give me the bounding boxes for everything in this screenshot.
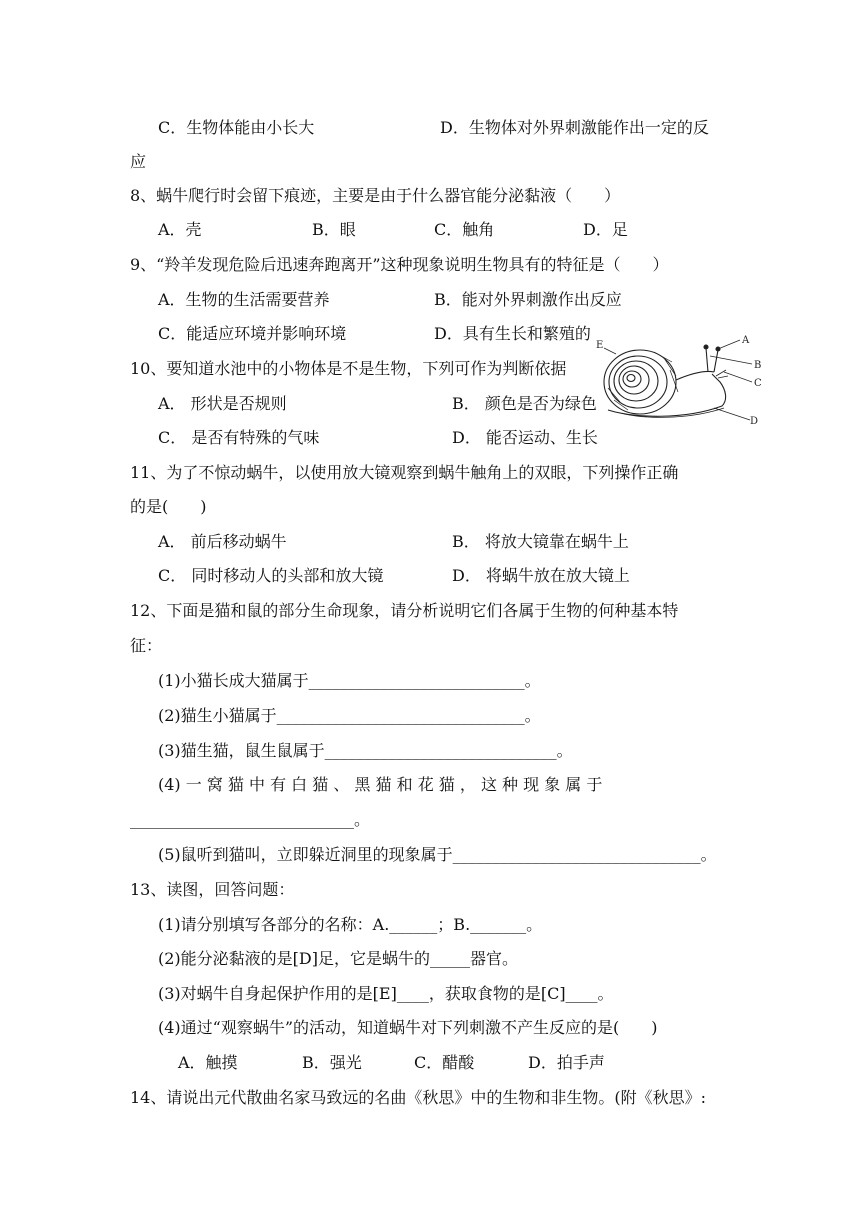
- q10-option-b: B． 颜色是否为绿色: [452, 394, 597, 413]
- q13-option-a: A．触摸: [178, 1053, 238, 1072]
- q11-stem-continued: 的是( ): [130, 497, 207, 516]
- q12-stem-continued: 征：: [130, 636, 163, 655]
- q11-option-c: C． 同时移动人的头部和放大镜: [158, 566, 384, 585]
- q12-stem: 12、下面是猫和鼠的部分生命现象，请分析说明它们各属于生物的何种基本特: [130, 601, 679, 620]
- q13-item-3: (3)对蜗牛自身起保护作用的是[E]____，获取食物的是[C]____。: [158, 984, 614, 1003]
- q11-option-a: A． 前后移动蜗牛: [158, 532, 287, 551]
- q13-option-c: C．醋酸: [414, 1053, 475, 1072]
- snail-figure: [594, 330, 770, 430]
- q8-stem: 8、蜗牛爬行时会留下痕迹，主要是由于什么器官能分泌黏液（ ）: [130, 186, 621, 205]
- q10-option-a: A． 形状是否规则: [158, 394, 287, 413]
- q12-item-2: (2)猫生小猫属于_______________________________。: [158, 706, 541, 725]
- q10-option-c: C． 是否有特殊的气味: [158, 428, 320, 447]
- q11-option-d: D． 将蜗牛放在放大镜上: [452, 566, 630, 585]
- q7-option-c: C．生物体能由小长大: [158, 118, 315, 137]
- q8-option-d: D．足: [583, 220, 628, 239]
- snail-label-b: B: [754, 360, 762, 371]
- q14-stem: 14、请说出元代散曲名家马致远的名曲《秋思》中的生物和非生物。(附《秋思》:: [130, 1088, 706, 1107]
- q7-option-d-continued: 应: [130, 152, 147, 171]
- q13-option-b: B．强光: [302, 1053, 362, 1072]
- q13-item-4: (4)通过“观察蜗牛”的活动，知道蜗牛对下列刺激不产生反应的是( ): [158, 1018, 658, 1037]
- q8-option-b: B．眼: [312, 220, 356, 239]
- q12-item-5: (5)鼠听到猫叫，立即躲近洞里的现象属于_______________________________。: [158, 845, 717, 864]
- q10-stem: 10、要知道水池中的小物体是不是生物，下列可作为判断依据: [130, 359, 567, 378]
- q12-item-4: (4) 一 窝 猫 中 有 白 猫 、 黑 猫 和 花 猫 ， 这 种 现 象 属 于: [158, 775, 603, 794]
- q13-stem: 13、读图，回答问题：: [130, 880, 295, 899]
- q9-option-d: D．具有生长和繁殖的: [434, 324, 591, 343]
- snail-label-e: E: [596, 340, 604, 351]
- q8-option-a: A．壳: [158, 220, 202, 239]
- q12-item-1: (1)小猫长成大猫属于___________________________。: [158, 671, 541, 690]
- q9-option-a: A．生物的生活需要营养: [158, 290, 330, 309]
- snail-label-a: A: [742, 335, 750, 346]
- q13-option-d: D．拍手声: [528, 1053, 605, 1072]
- q10-option-d: D． 能否运动、生长: [452, 428, 598, 447]
- snail-tentacle-right: [714, 350, 718, 372]
- q11-stem: 11、为了不惊动蜗牛，以使用放大镜观察到蜗牛触角上的双眼，下列操作正确: [130, 463, 679, 482]
- q13-item-2: (2)能分泌黏液的是[D]足，它是蜗牛的_____器官。: [158, 949, 518, 968]
- q12-item-3: (3)猫生猫，鼠生鼠属于_____________________________。: [158, 741, 573, 760]
- q7-option-d: D．生物体对外界刺激能作出一定的反: [440, 118, 709, 137]
- q13-item-1: (1)请分别填写各部分的名称：A.______；B._______。: [158, 915, 543, 934]
- snail-label-c: C: [754, 378, 762, 389]
- snail-label-d: D: [750, 416, 759, 427]
- q11-option-b: B． 将放大镜靠在蜗牛上: [452, 532, 629, 551]
- q9-option-b: B．能对外界刺激作出反应: [434, 290, 622, 309]
- snail-tentacle-left: [706, 348, 708, 372]
- q9-stem: 9、“羚羊发现危险后迅速奔跑离开”这种现象说明生物具有的特征是（ ）: [130, 255, 669, 274]
- q9-option-c: C．能适应环境并影响环境: [158, 324, 347, 343]
- q12-item-4-continued: ____________________________。: [130, 810, 371, 829]
- q8-option-c: C．触角: [434, 220, 495, 239]
